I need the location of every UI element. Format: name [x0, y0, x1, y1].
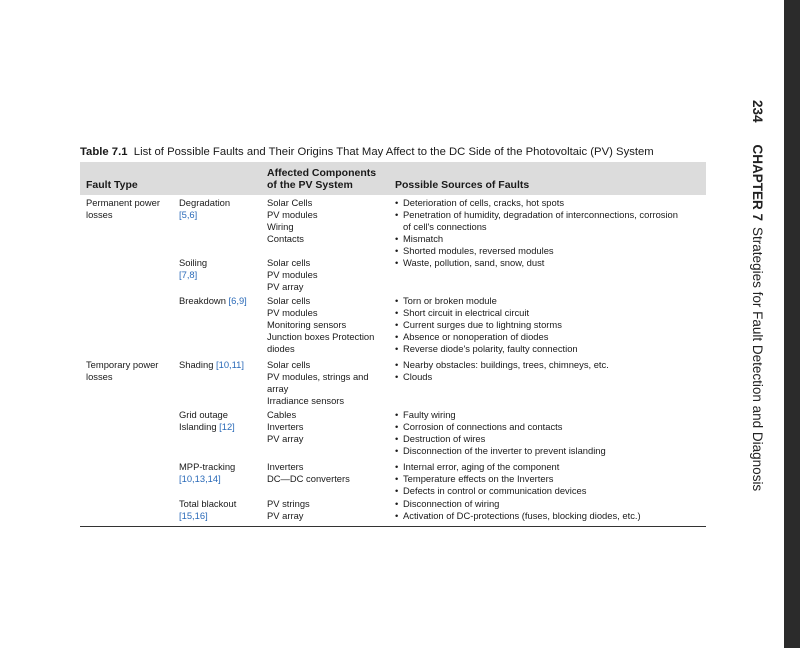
reference-link[interactable]: [5,6]: [179, 209, 198, 220]
subcategory-line: [179, 409, 263, 421]
fault-type-line: losses: [86, 209, 113, 220]
component-line: Solar cells: [267, 257, 311, 268]
subcategory-cell: [179, 197, 263, 221]
subcategory-line: [179, 421, 263, 433]
component-line: Inverters: [267, 461, 304, 472]
component-line: PV modules: [267, 209, 318, 220]
sources-cell: [395, 461, 705, 497]
components-cell: [267, 461, 389, 485]
table-bottom-rule: [80, 526, 706, 527]
sources-cell: [395, 257, 705, 269]
components-cell: [267, 197, 389, 245]
source-line: • Absence or nonoperation of diodes: [395, 331, 705, 343]
subcategory-cell: [179, 257, 263, 281]
reference-link[interactable]: [15,16]: [179, 510, 208, 521]
source-line: • Short circuit in electrical circuit: [395, 307, 705, 319]
subcategory-text: Shading: [179, 359, 217, 370]
subcategory-text: Soiling: [179, 257, 208, 268]
source-line: • Shorted modules, reversed modules: [395, 245, 705, 257]
subcategory-text: Islanding: [179, 421, 220, 432]
component-line: diodes: [267, 343, 295, 354]
source-line: • Torn or broken module: [395, 295, 705, 307]
component-line: Contacts: [267, 233, 304, 244]
subcategory-cell: [179, 359, 263, 371]
subcategory-cell: [179, 409, 263, 433]
fault-type-line: losses: [86, 371, 113, 382]
source-line: • Nearby obstacles: buildings, trees, chimneys, etc.: [395, 359, 705, 371]
components-cell: [267, 257, 389, 293]
component-line: PV modules: [267, 269, 318, 280]
source-line: • Disconnection of the inverter to prevent islanding: [395, 445, 705, 457]
reference-link[interactable]: [12]: [219, 421, 235, 432]
sources-cell: [395, 197, 705, 257]
subcategory-line: [179, 295, 263, 307]
table-caption: [80, 146, 654, 158]
source-line: • Penetration of humidity, degradation of interconnections, corrosion: [395, 209, 705, 221]
source-line: • Corrosion of connections and contacts: [395, 421, 705, 433]
header-components-line-1: Affected Components: [267, 167, 377, 179]
header-sources: Possible Sources of Faults: [395, 179, 530, 191]
subcategory-text: MPP-tracking: [179, 461, 236, 472]
source-line: • Waste, pollution, sand, snow, dust: [395, 257, 705, 269]
fault-type-cell: [86, 359, 176, 383]
subcategory-cell: [179, 461, 263, 485]
sources-cell: [395, 359, 705, 383]
subcategory-text: Grid outage: [179, 409, 228, 420]
source-line: • Mismatch: [395, 233, 705, 245]
subcategory-cell: [179, 295, 263, 307]
source-line: • Reverse diode's polarity, faulty connection: [395, 343, 705, 355]
table-caption-text: List of Possible Faults and Their Origins That May Affect to the DC Side of the Photovoltaic (PV) System: [133, 146, 654, 158]
components-cell: [267, 498, 389, 522]
sources-cell: [395, 409, 705, 457]
component-line: Solar cells: [267, 359, 311, 370]
component-line: PV strings: [267, 498, 310, 509]
component-line: Cables: [267, 409, 297, 420]
subcategory-text: Degradation: [179, 197, 231, 208]
subcategory-line: [179, 461, 263, 473]
source-line: • Defects in control or communication devices: [395, 485, 705, 497]
subcategory-cell: [179, 498, 263, 522]
source-line: • Clouds: [395, 371, 705, 383]
reference-link[interactable]: [10,13,14]: [179, 473, 221, 484]
fault-type-line: Permanent power: [86, 197, 160, 208]
subcategory-line: [179, 510, 263, 522]
source-line: • Internal error, aging of the component: [395, 461, 705, 473]
components-cell: [267, 295, 389, 355]
subcategory-line: [179, 209, 263, 221]
reference-link[interactable]: [6,9]: [228, 295, 247, 306]
source-line: • Faulty wiring: [395, 409, 705, 421]
header-components-line-2: of the PV System: [267, 179, 353, 191]
component-line: array: [267, 383, 289, 394]
component-line: PV array: [267, 281, 304, 292]
page-edge-bar: [784, 0, 800, 648]
component-line: Solar Cells: [267, 197, 313, 208]
source-line: of cell's connections: [403, 221, 487, 232]
subcategory-line: [179, 197, 263, 209]
subcategory-line: [179, 359, 263, 371]
subcategory-line: [179, 257, 263, 269]
component-line: Junction boxes Protection: [267, 331, 375, 342]
table-header: [80, 162, 706, 195]
sources-cell: [395, 498, 705, 522]
source-line: • Deterioration of cells, cracks, hot spots: [395, 197, 705, 209]
sources-cell: [395, 295, 705, 355]
components-cell: [267, 359, 389, 407]
source-line: • Disconnection of wiring: [395, 498, 705, 510]
chapter-title: Strategies for Fault Detection and Diagnosis: [750, 227, 765, 492]
page-number: 234: [750, 100, 765, 123]
subcategory-line: [179, 473, 263, 485]
subcategory-text: Total blackout: [179, 498, 237, 509]
component-line: PV array: [267, 510, 304, 521]
reference-link[interactable]: [7,8]: [179, 269, 198, 280]
subcategory-line: [179, 498, 263, 510]
source-line: • Current surges due to lightning storms: [395, 319, 705, 331]
component-line: DC—DC converters: [267, 473, 350, 484]
component-line: PV array: [267, 433, 304, 444]
component-line: Solar cells: [267, 295, 311, 306]
subcategory-text: Breakdown: [179, 295, 229, 306]
chapter-label: CHAPTER 7: [750, 144, 765, 222]
component-line: PV modules, strings and: [267, 371, 369, 382]
component-line: Wiring: [267, 221, 294, 232]
header-fault-type: Fault Type: [86, 179, 138, 191]
subcategory-line: [179, 269, 263, 281]
component-line: Inverters: [267, 421, 304, 432]
source-line: • Destruction of wires: [395, 433, 705, 445]
fault-type-line: Temporary power: [86, 359, 159, 370]
source-line: • Temperature effects on the Inverters: [395, 473, 705, 485]
source-line: • Activation of DC-protections (fuses, blocking diodes, etc.): [395, 510, 705, 522]
component-line: Irradiance sensors: [267, 395, 345, 406]
reference-link[interactable]: [10,11]: [216, 359, 244, 370]
component-line: Monitoring sensors: [267, 319, 347, 330]
fault-type-cell: [86, 197, 176, 221]
components-cell: [267, 409, 389, 445]
running-header: [748, 100, 766, 491]
component-line: PV modules: [267, 307, 318, 318]
table-label: Table 7.1: [80, 146, 128, 158]
